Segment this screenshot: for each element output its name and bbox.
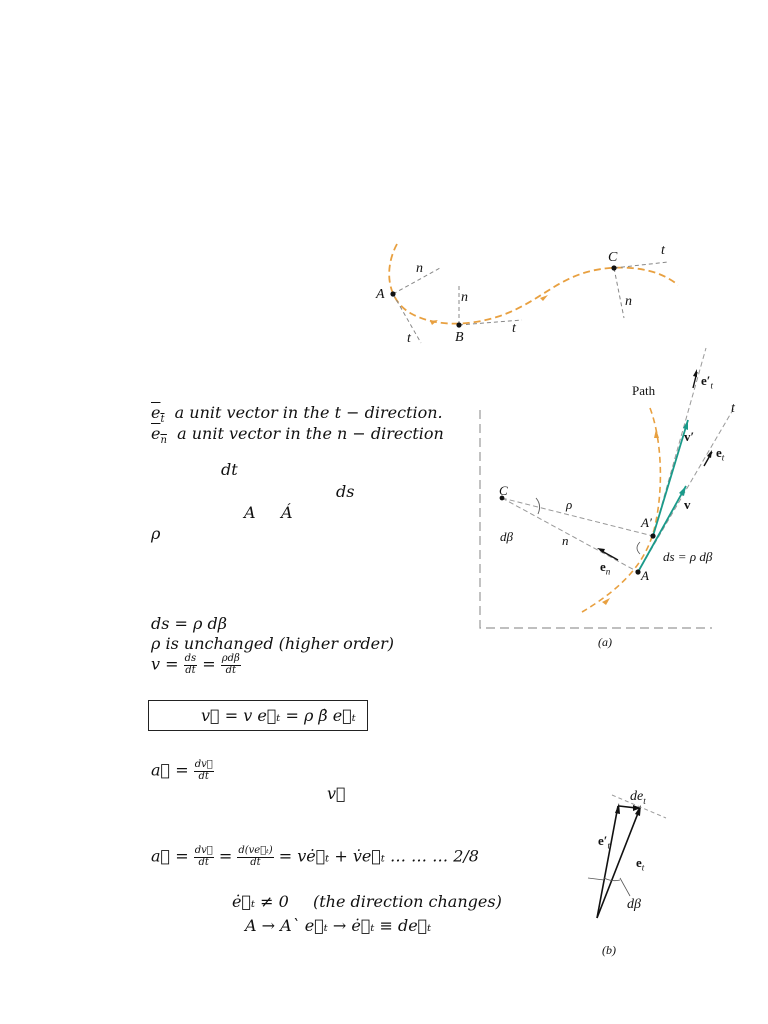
- label-de-t-b: $de_t$: [630, 789, 646, 806]
- frac-dv-dt: $\frac{dv⃗}{dt}$: [194, 759, 213, 782]
- rho-unchanged-text: ρ is unchanged (higher order): [151, 634, 394, 653]
- label-t-A: t: [407, 331, 411, 346]
- a-eq-start: a⃗ =: [151, 760, 194, 780]
- et-dot-ne-zero: ė⃗ₜ ≠ 0: [232, 892, 289, 911]
- A-acute-label: Á: [281, 503, 293, 522]
- vector-e-t-prime-b-arrow: [615, 803, 620, 814]
- label-e-t-b: $e_t$: [636, 855, 645, 873]
- label-n-B: n: [461, 290, 468, 305]
- vector-e-t-prime-b: [597, 806, 618, 918]
- label-n-a: n: [562, 533, 569, 548]
- label-v: v: [684, 497, 691, 512]
- label-dbeta-a: dβ: [500, 529, 513, 544]
- label-dbeta-b: dβ: [627, 897, 641, 912]
- vector-v-arrow: [679, 486, 686, 496]
- path-curve: [389, 244, 678, 324]
- label-e-t-prime: $e'_t$: [701, 373, 713, 391]
- angle-mark: [637, 542, 640, 554]
- dbeta-pointer-b: [620, 878, 630, 896]
- v-eq-line: v = $\frac{ds}{dt}$ = $\frac{\text{ρdβ}}{dt}$: [151, 653, 240, 676]
- label-A: A: [376, 287, 385, 302]
- frac-ds-dt: $\frac{ds}{dt}$: [184, 653, 197, 676]
- label-B: B: [455, 330, 464, 345]
- label-A-prime-a: A′: [641, 515, 652, 530]
- e-t-symbol: $e_t$: [151, 403, 165, 426]
- vector-e-t-prime-arrow: [693, 369, 697, 377]
- label-e-t-prime-b: $e'_t$: [598, 833, 610, 851]
- dt-label: dt: [221, 460, 238, 479]
- a-long-eq-line: a⃗ = $\frac{dv⃗}{dt}$ = $\frac{\text{d(ve⃗ₜ)}}{dt}$ = vė⃗ₜ + v̇e⃗ₜ … … … 2/8: [151, 845, 479, 868]
- label-n-A: n: [416, 261, 423, 276]
- label-t-C: t: [661, 243, 665, 258]
- frac-dvet-dt: $\frac{\text{d(ve⃗ₜ)}}{dt}$: [238, 845, 273, 868]
- a-long-start: a⃗ =: [151, 846, 194, 866]
- label-e-n: $e_n$: [600, 559, 611, 577]
- a-eq-line: [151, 760, 214, 782]
- label-ds-eq-a: ds = ρ dβ: [663, 549, 713, 564]
- normal-line-C: [614, 268, 624, 318]
- ds-eq-text: ds = ρ dβ: [151, 614, 228, 633]
- point-A: [390, 291, 395, 296]
- frac-rhodbeta-dt: $\frac{\text{ρdβ}}{dt}$: [221, 653, 240, 676]
- a-long-tail: = vė⃗ₜ + v̇e⃗ₜ … … … 2/8: [278, 846, 479, 866]
- unit-vector-n-text: a unit vector in the n − direction: [177, 424, 444, 443]
- label-path: Path: [632, 383, 656, 398]
- A-label: A: [244, 503, 256, 522]
- dbeta-arc: [536, 498, 540, 514]
- label-t-B: t: [512, 321, 516, 336]
- label-t-a: t: [731, 401, 735, 416]
- rho-label: ρ: [151, 524, 161, 543]
- label-C: C: [608, 250, 618, 265]
- direction-changes-text: (the direction changes): [313, 892, 502, 911]
- caption-a: (a): [598, 635, 612, 649]
- label-A-a: A: [641, 568, 649, 583]
- vector-e-t-arrow: [707, 450, 712, 458]
- e-t-prime-pointer-b: [588, 878, 604, 880]
- boxed-eq-text: v⃗ = v e⃗ₜ = ρ β̇ e⃗ₜ: [201, 706, 356, 725]
- label-rho-a: ρ: [566, 497, 573, 512]
- label-C-a: C: [499, 483, 508, 498]
- point-A-a: [635, 569, 640, 574]
- unit-vector-t-line: [151, 405, 443, 425]
- label-v-prime: v′: [684, 429, 695, 444]
- tangent-line-C: [614, 262, 668, 268]
- a-to-a-prime-text: A → A` e⃗ₜ → ė⃗ₜ ≡ de⃗ₜ: [245, 916, 432, 935]
- caption-b: (b): [602, 943, 616, 957]
- v-eq-start: v =: [151, 654, 184, 674]
- radius-line-CA-prime: [502, 498, 653, 536]
- e-n-symbol: $e_n$: [151, 424, 167, 447]
- unit-vector-t-text: a unit vector in the t − direction.: [174, 403, 443, 422]
- ds-label: ds: [336, 482, 355, 501]
- unit-vector-n-line: [151, 426, 444, 446]
- v-vec-label: v⃗: [327, 784, 346, 803]
- frame-a: [480, 410, 712, 628]
- label-n-C: n: [625, 294, 632, 309]
- label-e-t-a: $e_t$: [716, 445, 725, 463]
- frac-dv-dt-2: $\frac{dv⃗}{dt}$: [194, 845, 213, 868]
- point-A-prime-a: [650, 533, 655, 538]
- point-B: [456, 322, 461, 327]
- point-C: [611, 265, 616, 270]
